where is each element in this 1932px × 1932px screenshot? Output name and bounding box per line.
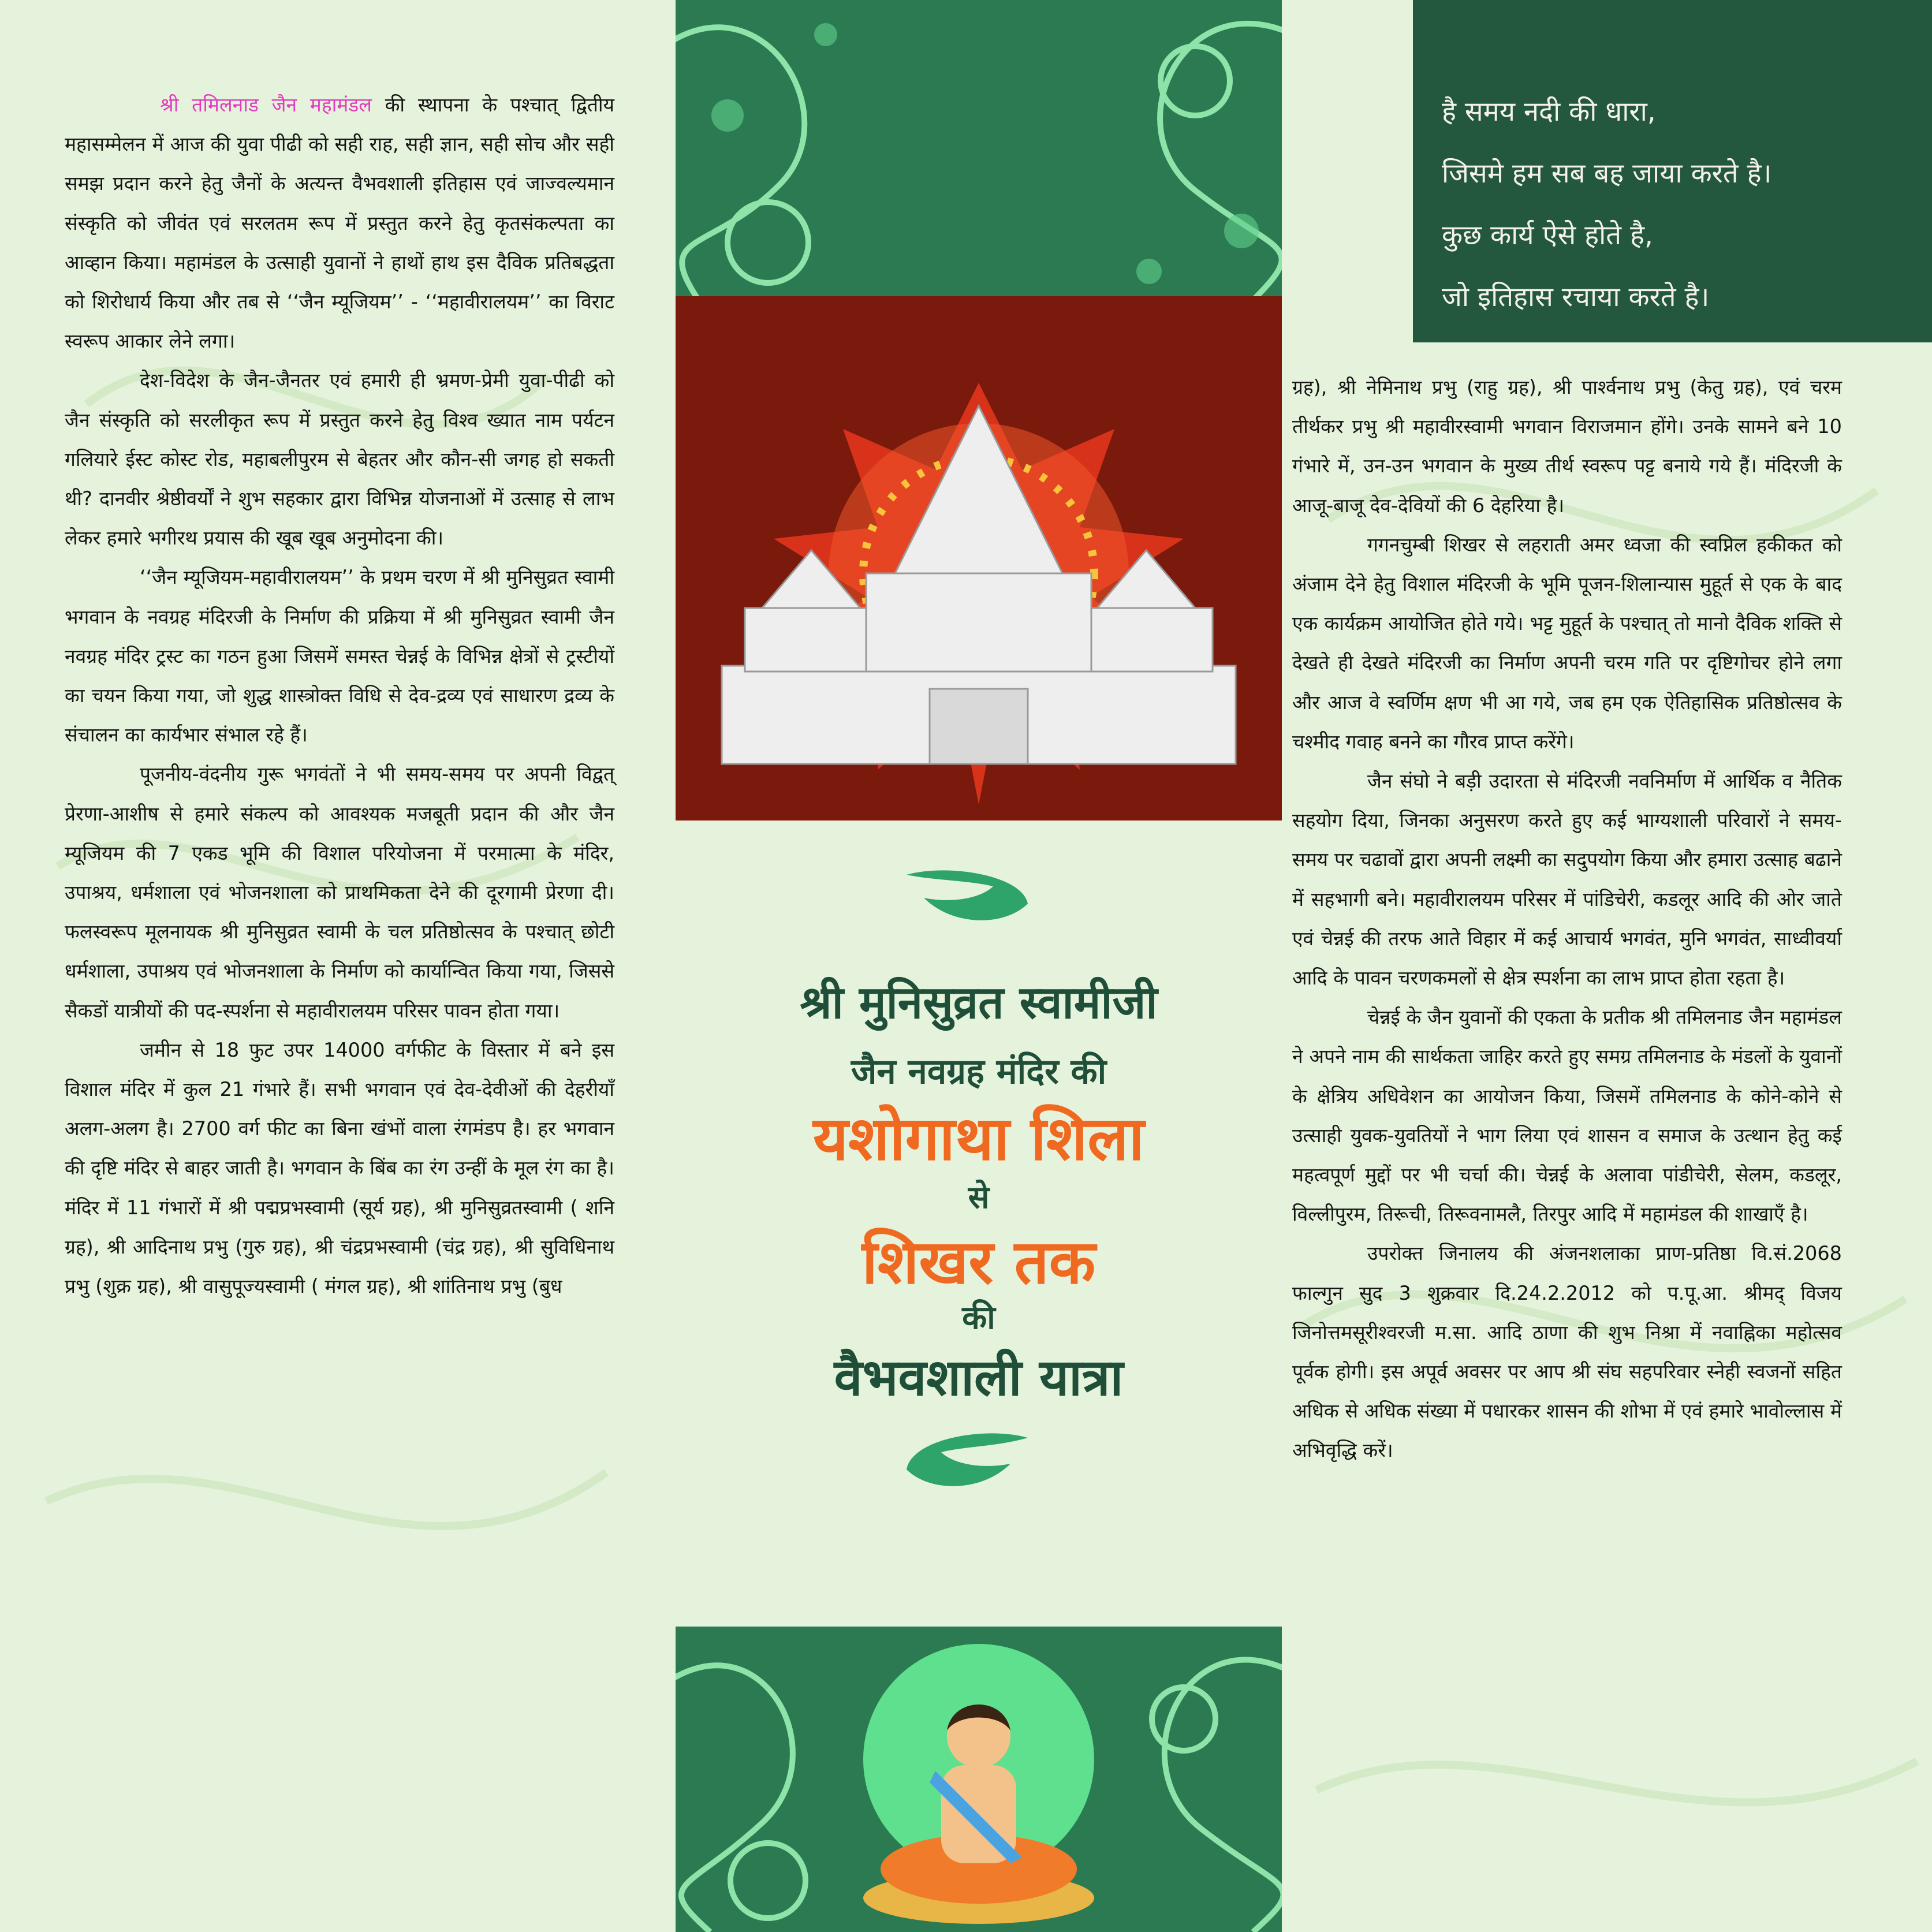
left-paragraph-1 xyxy=(65,85,614,361)
left-paragraph-2: देश-विदेश के जैन-जैनतर एवं हमारी ही भ्रमण-प्रेमी युवा-पीढी को जैन संस्कृति को सरलीकृत रूप में प्रस्तुत करने हेतु विश्व ख्यात नाम पर्यटन गलियारे ईस्ट कोस्ट रोड, महाबलीपुरम से बेहतर और कौन-सी जगह हो सकती थी? दानवीर श्रेष्ठीवर्यों ने शुभ सहकार द्वारा विभिन्न योजनाओं में उत्साह से लाभ लेकर हमारे भगीरथ प्रयास की खूब खूब अनुमोदना की। xyxy=(65,369,614,550)
title-line-4: से xyxy=(968,1179,990,1215)
left-paragraph-4: पूजनीय-वंदनीय गुरू भगवंतों ने भी समय-समय पर अपनी विद्वत् प्रेरणा-आशीष से हमारे संकल्प को आवश्यक मजबूती प्रदान की और जैन म्यूजियम की 7 एकड भूमि की विशाल परियोजना में परमात्मा के मंदिर, उपाश्रय, धर्मशाला एवं भोजनशाला को प्राथमिकता देने की दूरगामी प्रेरणा दी। फलस्वरूप मूलनायक श्री मुनिसुव्रत स्वामी के चल प्रतिष्ठोत्सव के पश्चात् छोटी धर्मशाला, उपाश्रय एवं भोजनशाला के निर्माण को कार्यान्वित किया गया, जिससे सैकडों यात्रीयों की पद-स्पर्शना से महावीरालयम परिसर पावन होता गया। xyxy=(65,763,614,1022)
center-panel xyxy=(676,0,1282,1932)
left-text-column xyxy=(65,85,614,1306)
title-line-5: शिखर तक xyxy=(861,1227,1096,1297)
poem-line-4: जो इतिहास रचाया करते है। xyxy=(1442,281,1710,313)
left-paragraph-5: जमीन से 18 फुट उपर 14000 वर्गफीट के विस्तार में बने इस विशाल मंदिर में कुल 21 गंभारे हैं। सभी भगवान एवं देव-देवीओं की देहरीयाँ अलग-अलग है। 2700 वर्ग फीट का बिना खंभों वाला रंगमंडप है। हर भगवान की दृष्टि मंदिर से बाहर जाती है। भगवान के बिंब का रंग उन्हीं के मूल रंग का है। मंदिर में 11 गंभारों में श्री पद्मप्रभस्वामी (सूर्य ग्रह), श्री मुनिसुव्रतस्वामी ( शनि ग्रह), श्री आदिनाथ प्रभु (गुरु ग्रह), श्री चंद्रप्रभस्वामी (चंद्र ग्रह), श्री सुविधिनाथ प्रभु (शुक्र ग्रह), श्री वासुपूज्यस्वामी ( मंगल ग्रह), श्री शांतिनाथ प्रभु (बुध xyxy=(65,1038,614,1298)
organization-name-highlight: श्री तमिलनाड जैन महामंडल xyxy=(160,94,372,116)
title-line-3: यशोगाथा शिला xyxy=(813,1103,1144,1174)
leaf-ornament-top xyxy=(901,863,1034,933)
poem-line-3: कुछ कार्य ऐसे होते है, xyxy=(1442,219,1653,251)
poem-line-1: है समय नदी की धारा, xyxy=(1442,96,1656,128)
right-paragraph-5: उपरोक्त जिनालय की अंजनशलाका प्राण-प्रतिष्ठा वि.सं.2068 फाल्गुन सुद 3 शुक्रवार दि.24.2.2012 को प.पू.आ. श्रीमद् विजय जिनोत्तमसूरीश्वरजी म.सा. आदि ठाणा की शुभ निश्रा में नवाह्निका महोत्सव पूर्वक होगी। इस अपूर्व अवसर पर आप श्री संघ सहपरिवार स्नेही स्वजनों सहित अधिक से अधिक संख्या में पधारकर शासन की शोभा में एवं हमारे भावोल्लास में अभिवृद्धि करें। xyxy=(1292,1242,1842,1462)
poem-line-2: जिसमे हम सब बह जाया करते है। xyxy=(1442,158,1772,189)
left-paragraph-3: ‘‘जैन म्यूजियम-महावीरालयम’’ के प्रथम चरण में श्री मुनिसुव्रत स्वामी भगवान के नवग्रह मंदिरजी के निर्माण की प्रक्रिया में श्री मुनिसुव्रत स्वामी जैन नवग्रह मंदिर ट्रस्ट का गठन हुआ जिसमें समस्त चेन्नई के विभिन्न क्षेत्रों से ट्रस्टीयों का चयन किया गया, जो शुद्ध शास्त्रोक्त विधि से देव-द्रव्य एवं साधारण द्रव्य के संचालन का कार्यभार संभाल रहे हैं। xyxy=(65,566,614,747)
top-paisley-pattern xyxy=(676,0,1282,300)
leaf-ornament-bottom xyxy=(901,1426,1034,1501)
right-paragraph-1: ग्रह), श्री नेमिनाथ प्रभु (राहु ग्रह), श्री पार्श्वनाथ प्रभु (केतु ग्रह), एवं चरम तीर्थकर प्रभु श्री महावीरस्वामी भगवान विराजमान होंगे। उनके सामने बने 10 गंभारे में, उन-उन भगवान के मुख्य तीर्थ स्वरूप पट्ट बनाये गये हैं। मंदिरजी के आजू-बाजू देव-देवियों की 6 देहरिया है। xyxy=(1292,376,1842,517)
left-paragraph-1-text: की स्थापना के पश्चात् द्वितीय महासम्मेलन में आज की युवा पीढी को सही राह, सही ज्ञान, सही सोच और सही समझ प्रदान करने हेतु जैनों के अत्यन्त वैभवशाली इतिहास एवं जाज्वल्यमान संस्कृति को जीवंत एवं सरलतम रूप में प्रस्तुत करने हेतु कृतसंकल्पता का आव्हान किया। महामंडल के उत्साही युवानों ने हाथों हाथ इस दैविक प्रतिबद्धता को शिरोधार्य किया और तब से ‘‘जैन म्यूजियम’’ - ‘‘महावीरालयम’’ का विराट स्वरूप आकार लेने लगा। xyxy=(65,94,614,353)
bottom-paisley-pattern xyxy=(676,1627,1282,1932)
right-paragraph-4: चेन्नई के जैन युवानों की एकता के प्रतीक श्री तमिलनाड जैन महामंडल ने अपने नाम की सार्थकता जाहिर करते हुए समग्र तमिलनाड के मंडलों के युवानों के क्षेत्रिय अधिवेशन का आयोजन किया, जिसमें तमिलनाड के कोने-कोने से उत्साही युवक-युवतियों ने भाग लिया एवं शासन व समाज के उत्थान हेतु कई महत्वपूर्ण मुद्दों पर भी चर्चा की। चेन्नई के अलावा पांडीचेरी, सेलम, कडलूर, विल्लीपुरम, तिरूची, तिरूवनामलै, तिरपुर आदि में महामंडल की शाखाएँ है। xyxy=(1292,1006,1842,1226)
title-line-2: जैन नवग्रह मंदिर की xyxy=(851,1051,1107,1092)
poem-box xyxy=(1413,0,1932,342)
right-paragraph-2: गगनचुम्बी शिखर से लहराती अमर ध्वजा की स्वप्निल हकीकत को अंजाम देने हेतु विशाल मंदिरजी के भूमि पूजन-शिलान्यास मुहूर्त से एक के बाद एक कार्यक्रम आयोजित होते गये। भट्ट मुहूर्त के पश्चात् तो मानो दैविक शक्ति से देखते ही देखते मंदिरजी का निर्माण अपनी चरम गति पर दृष्टिगोचर होने लगा और आज वे स्वर्णिम क्षण भी आ गये, जब हम एक ऐतिहासिक प्रतिष्ठोत्सव के चश्मीद गवाह बनने का गौरव प्राप्त करेंगे। xyxy=(1292,533,1842,753)
temple-illustration xyxy=(676,296,1282,820)
right-text-column xyxy=(1292,368,1842,1471)
title-line-6: की xyxy=(962,1299,995,1337)
title-line-1: श्री मुनिसुव्रत स्वामीजी xyxy=(800,977,1158,1029)
title-line-7: वैभवशाली यात्रा xyxy=(834,1348,1124,1407)
right-paragraph-3: जैन संघो ने बड़ी उदारता से मंदिरजी नवनिर्माण में आर्थिक व नैतिक सहयोग दिया, जिनका अनुसरण करते हुए कई भाग्यशाली परिवारों ने समय-समय पर चढावों द्वारा अपनी लक्ष्मी का सदुपयोग किया और हमारा उत्साह बढाने में सहभागी बने। महावीरालयम परिसर में पांडिचेरी, कडलूर आदि की ओर जाते एवं चेन्नई की तरफ आते विहार में कई आचार्य भगवंत, मुनि भगवंत, साध्वीवर्या आदि के पावन चरणकमलों से क्षेत्र स्पर्शना का लाभ प्राप्त होता रहता है। xyxy=(1292,770,1842,990)
